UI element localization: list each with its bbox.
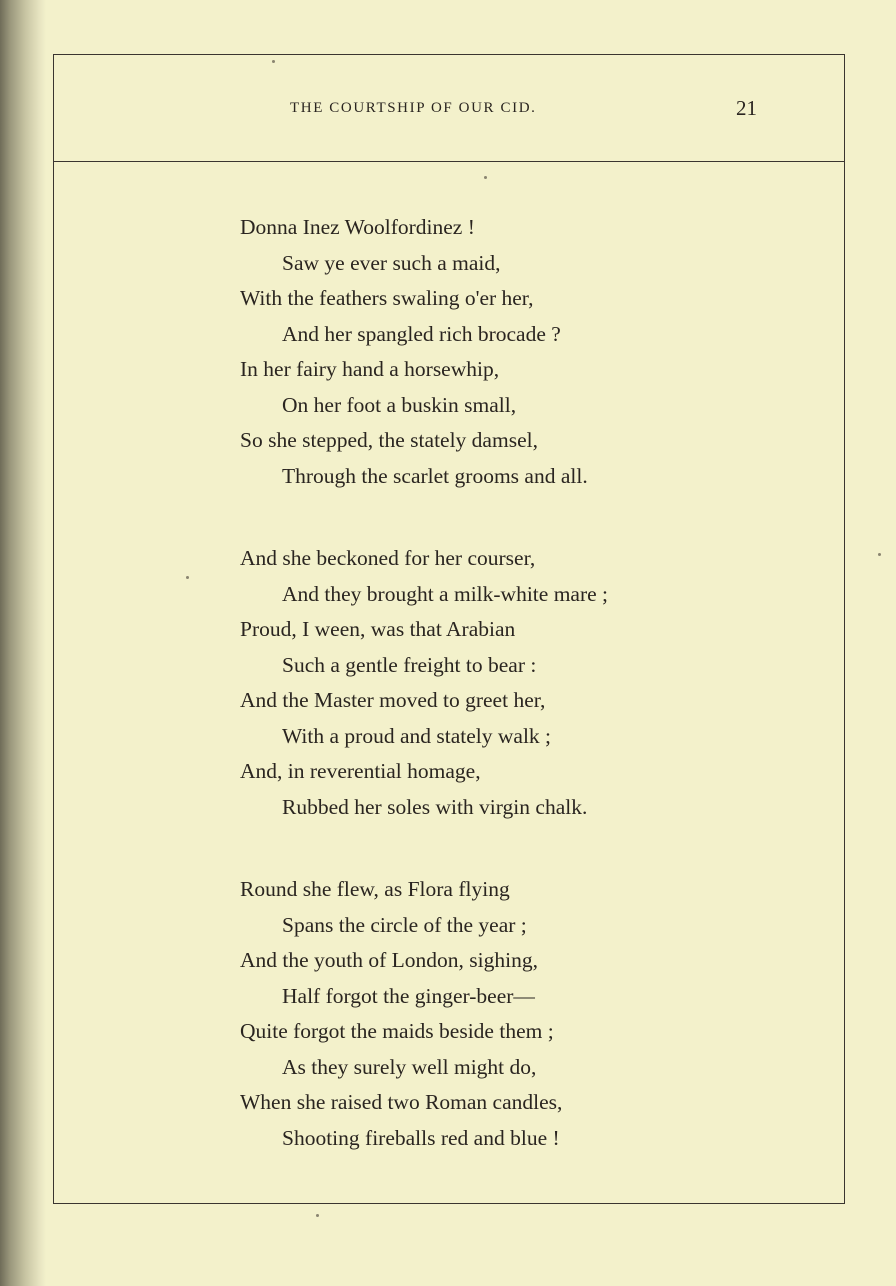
running-title: THE COURTSHIP OF OUR CID. bbox=[290, 100, 537, 116]
scan-speck bbox=[186, 576, 189, 579]
poem-line: And she beckoned for her courser, bbox=[240, 546, 536, 570]
poem-line: Rubbed her soles with virgin chalk. bbox=[282, 794, 588, 819]
poem-line: Proud, I ween, was that Arabian bbox=[240, 617, 516, 641]
poem-line: Spans the circle of the year ; bbox=[282, 912, 527, 937]
poem-line: Shooting fireballs red and blue ! bbox=[282, 1125, 560, 1150]
poem-line: On her foot a buskin small, bbox=[282, 392, 517, 417]
poem-line: Saw ye ever such a maid, bbox=[282, 250, 501, 275]
poem-line: Half forgot the ginger-beer— bbox=[282, 983, 535, 1008]
scan-speck bbox=[316, 1214, 319, 1217]
poem-line: Quite forgot the maids beside them ; bbox=[240, 1019, 554, 1043]
poem-line: Such a gentle freight to bear : bbox=[282, 652, 537, 677]
poem-line: And, in reverential homage, bbox=[240, 759, 481, 783]
poem-line: With the feathers swaling o'er her, bbox=[240, 286, 534, 310]
poem-line: When she raised two Roman candles, bbox=[240, 1090, 563, 1114]
scan-speck bbox=[878, 553, 881, 556]
scan-speck bbox=[272, 60, 275, 63]
poem-line: And they brought a milk-white mare ; bbox=[282, 581, 609, 606]
poem-line: In her fairy hand a horsewhip, bbox=[240, 357, 500, 381]
poem-line: Donna Inez Woolfordinez ! bbox=[240, 215, 475, 239]
poem-line: With a proud and stately walk ; bbox=[282, 723, 552, 748]
poem-line: And her spangled rich brocade ? bbox=[282, 321, 561, 346]
poem-line: As they surely well might do, bbox=[282, 1054, 537, 1079]
page-number: 21 bbox=[736, 96, 757, 120]
poem-line: Round she flew, as Flora flying bbox=[240, 877, 510, 901]
stanza-1 bbox=[240, 210, 760, 494]
poem-line: Through the scarlet grooms and all. bbox=[282, 463, 588, 488]
header-rule bbox=[53, 161, 845, 162]
poem-line: And the Master moved to greet her, bbox=[240, 688, 546, 712]
scan-gutter-shadow bbox=[0, 0, 46, 1286]
stanza-2 bbox=[240, 541, 760, 825]
poem-line: And the youth of London, sighing, bbox=[240, 948, 538, 972]
poem bbox=[240, 210, 760, 1203]
scan-speck bbox=[484, 176, 487, 179]
stanza-3 bbox=[240, 872, 760, 1156]
poem-line: So she stepped, the stately damsel, bbox=[240, 428, 538, 452]
